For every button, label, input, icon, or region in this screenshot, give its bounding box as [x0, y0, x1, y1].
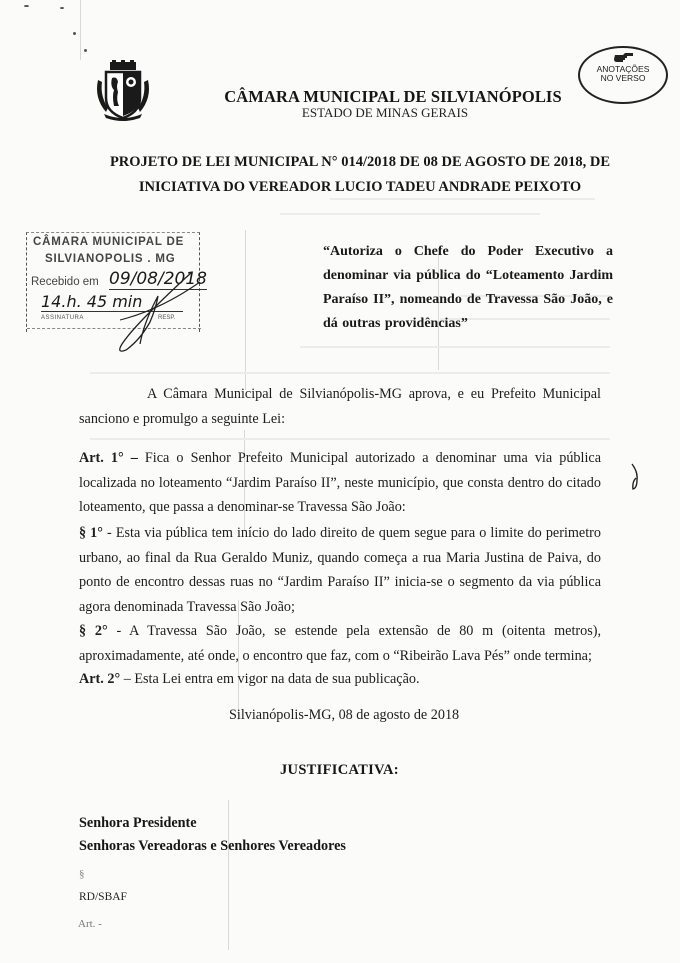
bleed-through	[90, 438, 610, 440]
paragraph-1	[79, 521, 601, 619]
scan-speck	[84, 49, 87, 52]
paragraph-2	[79, 619, 601, 668]
article-2	[79, 667, 601, 692]
enacting-clause: A Câmara Municipal de Silvianópolis-MG aprova, e eu Prefeito Municipal sanciono e promulgo a seguinte Lei:	[79, 386, 601, 427]
faint-article-text: Art. -	[78, 918, 102, 930]
annotations-seal	[578, 46, 668, 104]
paragraph-2-label: § 2°	[79, 623, 108, 639]
institution-name: CÂMARA MUNICIPAL DE SILVIANÓPOLIS	[224, 87, 562, 106]
bill-title	[80, 150, 640, 200]
handwritten-signature	[100, 262, 210, 362]
scan-line	[228, 800, 229, 950]
bill-title-line-1: PROJETO DE LEI MUNICIPAL N° 014/2018 DE 08 DE AGOSTO DE 2018, DE	[109, 154, 611, 170]
salutation-councillors: Senhoras Vereadoras e Senhores Vereadores	[79, 838, 346, 854]
article-2-label: Art. 2°	[79, 671, 121, 687]
stamp-resp-label: RESP.	[158, 315, 176, 321]
stamp-line-1: CÂMARA MUNICIPAL DE	[33, 236, 185, 248]
bill-summary: “Autoriza o Chefe do Poder Executivo a denominar via pública do “Loteamento Jardim Paraíso II”, nomeando de Travessa São João, e dá outras providências”	[323, 244, 613, 331]
pointing-hand-icon	[613, 52, 635, 64]
paragraph-1-text: - Esta via pública tem início do lado direito de quem segue para o limite do perimetro urbano, ao final da Rua Geraldo Muniz, quando começa a rua Maria Justina de Paiva, do ponto de encontro dessas ruas no “Jardim Paraíso II” inicia-se o segmento da via pública agora denominada Travessa São João;	[79, 525, 601, 615]
scan-speck	[73, 32, 76, 35]
bill-title-line-2: INICIATIVA DO VEREADOR LUCIO TADEU ANDRADE PEIXOTO	[138, 179, 582, 195]
scan-speck	[24, 5, 29, 7]
scan-line	[245, 230, 246, 390]
stamp-date: 09/08/2018	[109, 269, 207, 289]
stamp-line-2: SILVIANOPOLIS . MG	[45, 253, 176, 265]
article-1	[79, 446, 601, 520]
faint-section-mark: §	[79, 868, 85, 880]
justification-heading: JUSTIFICATIVA:	[280, 762, 399, 778]
salutation-president: Senhora Presidente	[79, 815, 197, 831]
seal-line-2: NO VERSO	[600, 73, 646, 83]
scan-speck	[60, 7, 64, 9]
institution-state: ESTADO DE MINAS GERAIS	[301, 105, 469, 120]
place-and-date: Silvianópolis-MG, 08 de agosto de 2018	[229, 707, 460, 723]
bleed-through	[90, 372, 610, 374]
bleed-through	[280, 213, 540, 215]
paragraph-1-label: § 1°	[79, 525, 103, 541]
article-2-text: – Esta Lei entra em vigor na data de sua publicação.	[120, 671, 420, 687]
stamp-signature-label: ASSINATURA	[41, 315, 84, 321]
stamp-time: 14.h. 45 min	[41, 292, 183, 312]
bleed-through	[300, 346, 610, 348]
handwritten-bracket-mark	[630, 462, 642, 492]
paragraph-2-text: - A Travessa São João, se estende pela extensão de 80 m (oitenta metros), aproximadamente, até onde, o encontro que faz, com o “Ribeirão Lava Pés” onde termina;	[79, 623, 601, 664]
article-1-text: Fica o Senhor Prefeito Municipal autorizado a denominar uma via pública localizada no loteamento “Jardim Paraíso II”, neste município, que consta dentro do citado loteamento, que passa a denominar-se Travessa São João:	[79, 450, 601, 515]
author-initials: RD/SBAF	[79, 891, 127, 903]
scan-line	[80, 0, 81, 60]
stamp-received-label: Recebido em	[31, 276, 99, 288]
article-1-label: Art. 1° –	[79, 450, 138, 466]
seal-line-1: ANOTAÇÕES	[596, 64, 650, 74]
